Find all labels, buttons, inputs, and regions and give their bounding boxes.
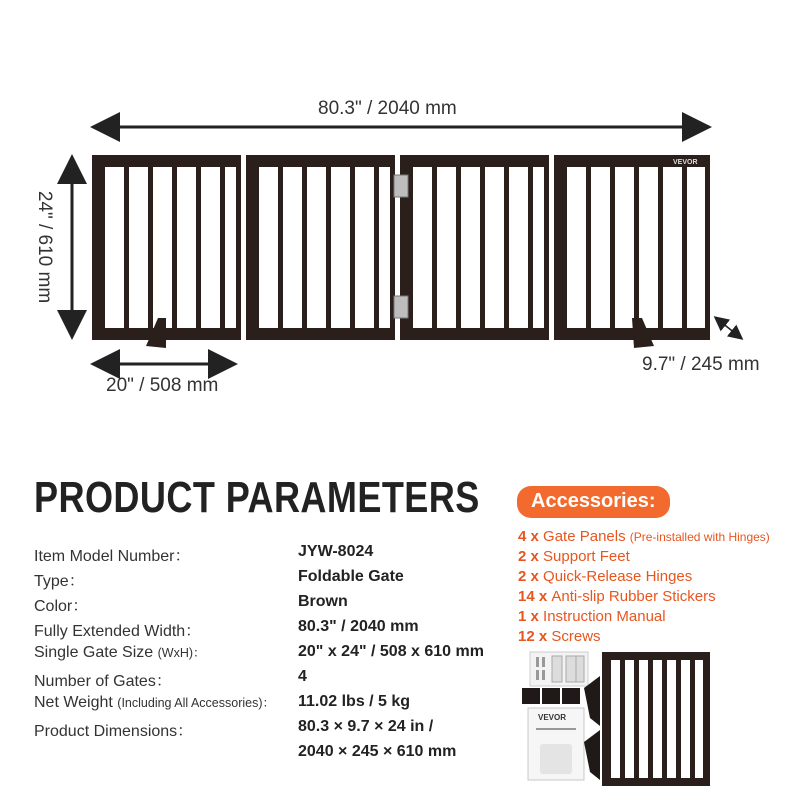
spec-value: 11.02 lbs / 5 kg: [298, 693, 411, 710]
accessory-qty: 4 x: [518, 528, 544, 545]
spec-label: Type：: [34, 573, 85, 590]
accessories-list: [518, 528, 798, 648]
accessory-name: Support Feet: [543, 548, 630, 565]
manual-brand: VEVOR: [538, 713, 567, 722]
accessory-name: Instruction Manual: [543, 608, 666, 625]
gate-panel-4: [554, 155, 710, 340]
spec-label: Color：: [34, 598, 89, 615]
spec-label: Net Weight: [34, 694, 118, 711]
spec-label: Product Dimensions：: [34, 723, 194, 740]
rubber-stickers-image: [522, 688, 580, 704]
spec-label: Fully Extended Width：: [34, 623, 202, 640]
accessory-note: (Pre-installed with Hinges): [629, 530, 770, 544]
accessory-item: [518, 528, 770, 545]
gate-panel-3: [400, 155, 549, 340]
accessory-item: [518, 548, 630, 565]
accessory-item: [518, 608, 666, 625]
spec-label: Item Model Number：: [34, 548, 191, 565]
gate-brand-label: VEVOR: [673, 159, 698, 166]
spec-value: 80.3 × 9.7 × 24 in /: [298, 718, 434, 735]
spec-value: 80.3" / 2040 mm: [298, 618, 419, 635]
accessory-item: [518, 628, 601, 645]
support-feet-image: [584, 676, 600, 780]
spec-value: 20" x 24" / 508 x 610 mm: [298, 643, 484, 660]
instruction-manual-image: [528, 708, 584, 780]
page-title: PRODUCT PARAMETERS: [34, 473, 480, 522]
spec-label-note: (WxH)：: [157, 646, 206, 660]
screws-packet-image: [530, 652, 588, 686]
gate-panel-2: [246, 155, 395, 340]
spec-label: Number of Gates：: [34, 673, 172, 690]
accessory-item: [518, 568, 692, 585]
depth-arrow: [716, 318, 741, 338]
spec-value: Brown: [298, 593, 348, 610]
accessory-qty: 1 x: [518, 608, 544, 625]
spec-label: Single Gate Size: [34, 644, 158, 661]
accessory-qty: 2 x: [518, 568, 544, 585]
panel-width-dimension-label: 20" / 508 mm: [106, 375, 219, 396]
gate-panel-1: [92, 155, 241, 340]
accessory-qty: 12 x: [518, 628, 552, 645]
depth-dimension-label: 9.7" / 245 mm: [642, 354, 760, 375]
spec-value: JYW-8024: [298, 543, 374, 560]
hinge-bottom: [394, 296, 408, 318]
accessory-name: Gate Panels: [543, 528, 630, 545]
width-dimension-label: 80.3" / 2040 mm: [318, 98, 457, 119]
accessory-name: Screws: [551, 628, 601, 645]
accessory-name: Anti-slip Rubber Stickers: [551, 588, 716, 605]
spec-value: 2040 × 245 × 610 mm: [298, 743, 457, 760]
accessories-illustration: [510, 648, 800, 788]
spec-label-note: (Including All Accessories)：: [117, 696, 275, 710]
accessories-heading: Accessories:: [517, 486, 670, 518]
accessory-qty: 14 x: [518, 588, 552, 605]
spec-value: 4: [298, 668, 307, 685]
hinge-top: [394, 175, 408, 197]
spec-value: Foldable Gate: [298, 568, 404, 585]
accessory-name: Quick-Release Hinges: [543, 568, 693, 585]
gate-panel-image: [602, 652, 710, 786]
accessory-qty: 2 x: [518, 548, 544, 565]
specs-table: [34, 543, 504, 773]
accessory-item: [518, 588, 716, 605]
height-dimension-label: 24" / 610 mm: [34, 190, 55, 304]
